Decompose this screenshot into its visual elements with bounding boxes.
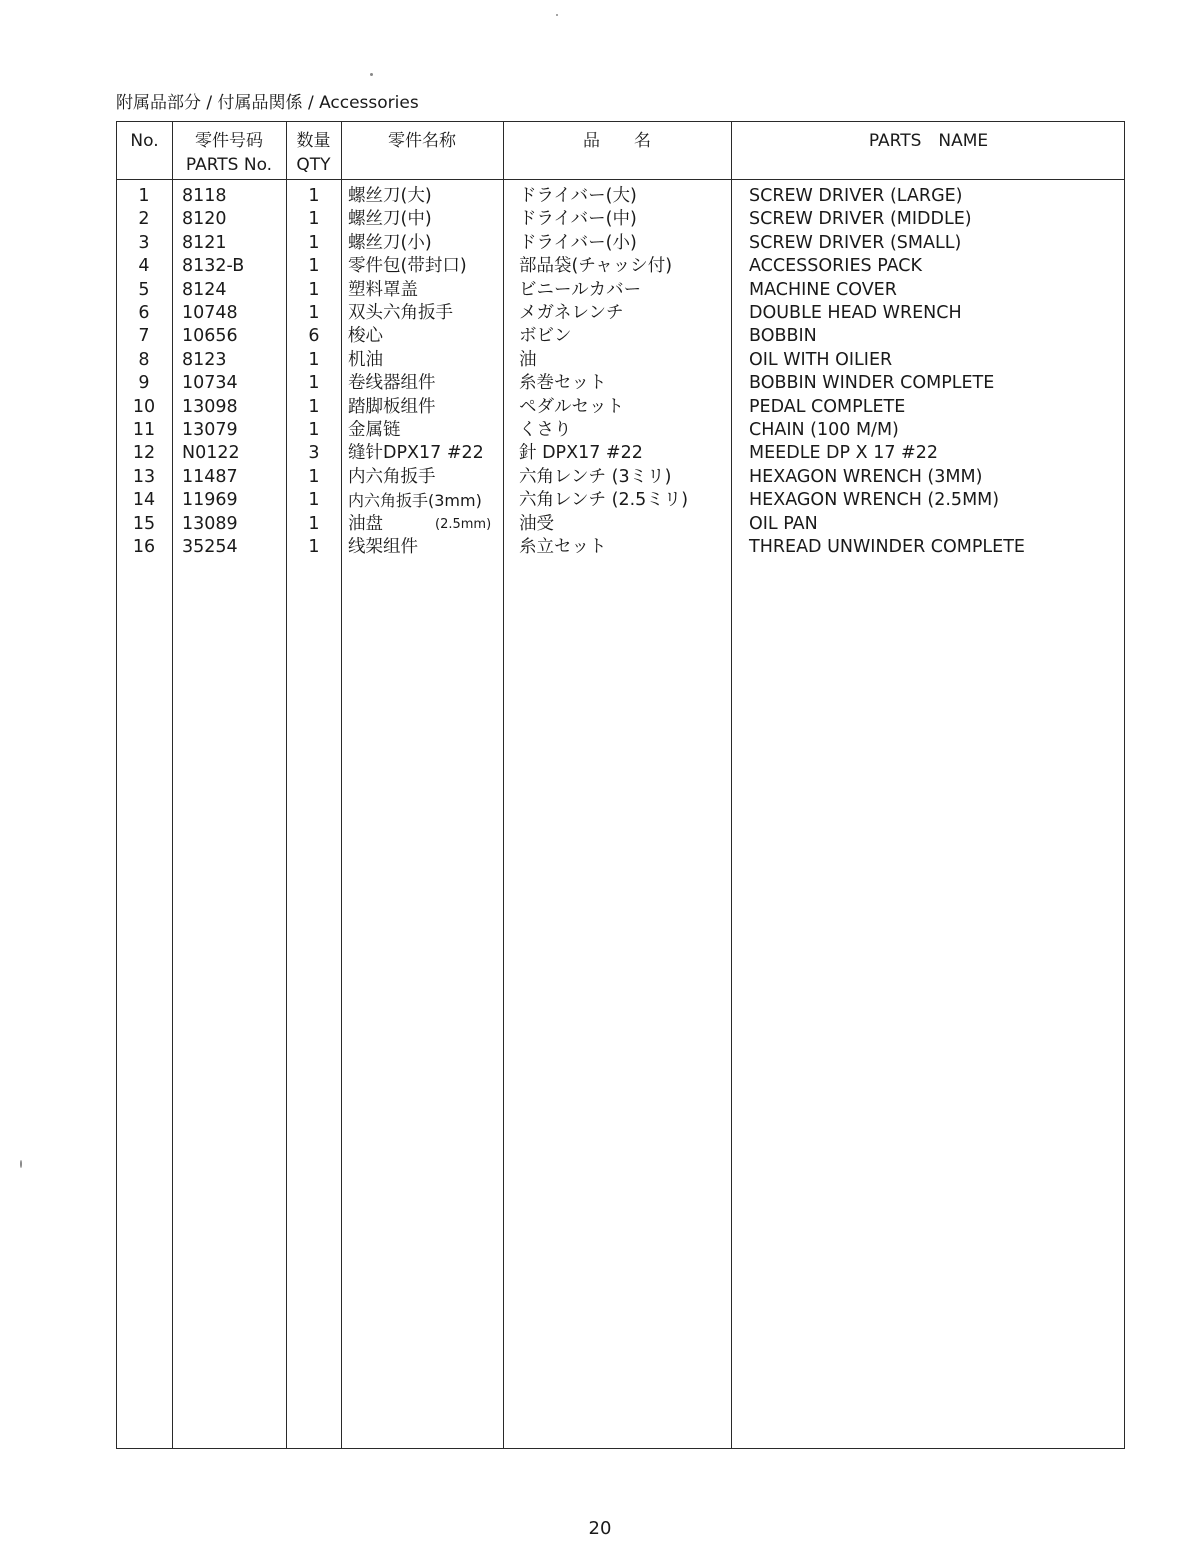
cell-qty: 1 bbox=[308, 537, 320, 557]
page-title: 附属品部分 / 付属品関係 / Accessories bbox=[116, 93, 419, 113]
cell-name-jp: ビニールカバー bbox=[519, 279, 642, 300]
cell-qty: 1 bbox=[308, 513, 320, 534]
table-row bbox=[117, 419, 1126, 442]
scan-speck bbox=[20, 1160, 22, 1168]
cell-qty: 1 bbox=[308, 303, 320, 323]
cell-name-en: BOBBIN WINDER COMPLETE bbox=[749, 373, 995, 394]
cell-name-cn: 梭心 bbox=[348, 326, 383, 347]
cell-parts-no: 8124 bbox=[182, 279, 227, 300]
cell-parts-no: 13079 bbox=[182, 420, 238, 440]
cell-name-jp: 六角レンチ (3ミリ) bbox=[519, 466, 672, 487]
scan-speck bbox=[370, 73, 373, 76]
header-divider bbox=[117, 179, 1124, 180]
cell-no: 11 bbox=[132, 420, 156, 440]
cell-parts-no: 11969 bbox=[182, 490, 238, 511]
table-row bbox=[117, 302, 1126, 325]
cell-name-en: SCREW DRIVER (SMALL) bbox=[749, 232, 962, 253]
cell-name-jp: ボビン bbox=[519, 326, 572, 347]
cell-name-jp: ペダルセット bbox=[519, 396, 624, 417]
cell-name-en: ACCESSORIES PACK bbox=[749, 256, 922, 277]
cell-parts-no: 8132-B bbox=[182, 256, 245, 277]
cell-qty: 1 bbox=[308, 490, 320, 511]
cell-qty: 1 bbox=[308, 396, 320, 417]
cell-name-en: HEXAGON WRENCH (3MM) bbox=[749, 466, 983, 487]
cell-parts-no: 8121 bbox=[182, 232, 227, 253]
cell-name-en: CHAIN (100 M/M) bbox=[749, 420, 899, 440]
cell-name-jp: ドライバー(中) bbox=[519, 209, 637, 230]
cell-name-en: OIL WITH OILIER bbox=[749, 349, 893, 370]
header-name-en: PARTS NAME bbox=[868, 131, 989, 151]
header-parts-no-en: PARTS No. bbox=[185, 155, 273, 175]
cell-name-jp: 糸巻セット bbox=[519, 373, 607, 394]
cell-parts-no: 10656 bbox=[182, 326, 238, 347]
cell-name-jp: メガネレンチ bbox=[519, 303, 624, 323]
cell-name-jp: ドライバー(小) bbox=[519, 232, 637, 253]
cell-parts-no: 10748 bbox=[182, 303, 238, 323]
header-name-jp: 品 名 bbox=[583, 131, 651, 151]
cell-no: 10 bbox=[132, 396, 156, 417]
cell-no: 13 bbox=[132, 466, 156, 487]
table-row bbox=[117, 489, 1126, 512]
cell-no: 16 bbox=[132, 537, 156, 557]
cell-qty: 3 bbox=[308, 443, 320, 464]
cell-name-jp: 部品袋(チャッシ付) bbox=[519, 256, 673, 277]
cell-name-en: HEXAGON WRENCH (2.5MM) bbox=[749, 490, 1000, 511]
cell-name-cn: 线架组件 bbox=[348, 537, 418, 557]
cell-no: 15 bbox=[132, 513, 156, 534]
header-no: No. bbox=[130, 131, 159, 151]
parts-table bbox=[116, 121, 1125, 1449]
cell-name-jp: 針 DPX17 #22 bbox=[519, 443, 643, 464]
header-qty-cn: 数量 bbox=[296, 131, 331, 151]
header-parts-no-cn: 零件号码 bbox=[195, 131, 263, 151]
cell-name-jp: くさり bbox=[519, 420, 572, 440]
cell-name-en: MEEDLE DP X 17 #22 bbox=[749, 443, 938, 464]
cell-qty: 1 bbox=[308, 186, 320, 206]
cell-name-en: DOUBLE HEAD WRENCH bbox=[749, 303, 962, 323]
cell-qty: 1 bbox=[308, 279, 320, 300]
table-row bbox=[117, 208, 1126, 231]
cell-name-en: MACHINE COVER bbox=[749, 279, 897, 300]
cell-name-cn: 内六角扳手 bbox=[348, 466, 436, 487]
cell-name-jp: 糸立セット bbox=[519, 537, 607, 557]
cell-name-cn: 螺丝刀(中) bbox=[348, 209, 432, 230]
cell-parts-no: 35254 bbox=[182, 537, 238, 557]
cell-name-en: OIL PAN bbox=[749, 513, 818, 534]
cell-name-en: THREAD UNWINDER COMPLETE bbox=[749, 537, 1025, 557]
cell-parts-no: 13098 bbox=[182, 396, 238, 417]
cell-name-cn: 踏脚板组件 bbox=[348, 396, 436, 417]
cell-no: 14 bbox=[132, 490, 156, 511]
cell-qty: 1 bbox=[308, 420, 320, 440]
table-row bbox=[117, 372, 1126, 395]
cell-name-cn: 卷线器组件 bbox=[348, 373, 436, 394]
cell-no: 2 bbox=[138, 209, 150, 230]
table-row bbox=[117, 255, 1126, 278]
cell-parts-no: 11487 bbox=[182, 466, 238, 487]
cell-name-jp: 油 bbox=[519, 349, 537, 370]
table-row bbox=[117, 513, 1126, 536]
cell-name-cn: 塑料罩盖 bbox=[348, 279, 418, 300]
cell-name-en: PEDAL COMPLETE bbox=[749, 396, 906, 417]
cell-name-jp: 油受 bbox=[519, 513, 554, 534]
header-qty-en: QTY bbox=[296, 155, 331, 175]
page-number: 20 bbox=[588, 1518, 612, 1539]
cell-no: 5 bbox=[138, 279, 150, 300]
cell-name-en: SCREW DRIVER (MIDDLE) bbox=[749, 209, 972, 230]
cell-no: 7 bbox=[138, 326, 150, 347]
cell-name-cn: 缝针DPX17 #22 bbox=[348, 443, 484, 464]
cell-name-cn: 机油 bbox=[348, 349, 383, 370]
table-row bbox=[117, 442, 1126, 465]
table-row bbox=[117, 185, 1126, 208]
cell-qty: 6 bbox=[308, 326, 320, 347]
cell-name-cn: 油盘 bbox=[348, 513, 383, 534]
cell-parts-no: N0122 bbox=[182, 443, 240, 464]
table-row bbox=[117, 325, 1126, 348]
cell-no: 6 bbox=[138, 303, 150, 323]
table-row bbox=[117, 536, 1126, 559]
cell-no: 3 bbox=[138, 232, 150, 253]
cell-no: 1 bbox=[138, 186, 150, 206]
table-row bbox=[117, 466, 1126, 489]
table-row bbox=[117, 232, 1126, 255]
cell-name-jp: 六角レンチ (2.5ミリ) bbox=[519, 490, 689, 511]
cell-qty: 1 bbox=[308, 349, 320, 370]
cell-name-cn: 金属链 bbox=[348, 420, 401, 440]
cell-name-en: BOBBIN bbox=[749, 326, 817, 347]
cell-parts-no: 13089 bbox=[182, 513, 238, 534]
cell-name-cn-note: (2.5mm) bbox=[435, 516, 492, 532]
cell-name-cn: 双头六角扳手 bbox=[348, 303, 453, 323]
table-row bbox=[117, 396, 1126, 419]
cell-no: 4 bbox=[138, 256, 150, 277]
cell-qty: 1 bbox=[308, 256, 320, 277]
cell-no: 8 bbox=[138, 349, 150, 370]
cell-name-cn: 螺丝刀(大) bbox=[348, 186, 432, 206]
table-row bbox=[117, 279, 1126, 302]
header-name-cn: 零件名称 bbox=[388, 131, 456, 151]
cell-parts-no: 10734 bbox=[182, 373, 238, 394]
cell-name-cn: 螺丝刀(小) bbox=[348, 232, 432, 253]
cell-parts-no: 8123 bbox=[182, 349, 227, 370]
cell-no: 12 bbox=[132, 443, 156, 464]
cell-qty: 1 bbox=[308, 466, 320, 487]
scan-speck bbox=[556, 14, 558, 16]
cell-parts-no: 8118 bbox=[182, 186, 227, 206]
cell-qty: 1 bbox=[308, 373, 320, 394]
cell-qty: 1 bbox=[308, 209, 320, 230]
cell-name-en: SCREW DRIVER (LARGE) bbox=[749, 186, 963, 206]
cell-parts-no: 8120 bbox=[182, 209, 227, 230]
cell-no: 9 bbox=[138, 373, 150, 394]
cell-name-cn: 零件包(带封口) bbox=[348, 256, 467, 277]
table-row bbox=[117, 349, 1126, 372]
cell-name-cn: 内六角扳手(3mm) bbox=[348, 491, 482, 511]
cell-qty: 1 bbox=[308, 232, 320, 253]
cell-name-jp: ドライバー(大) bbox=[519, 186, 637, 206]
